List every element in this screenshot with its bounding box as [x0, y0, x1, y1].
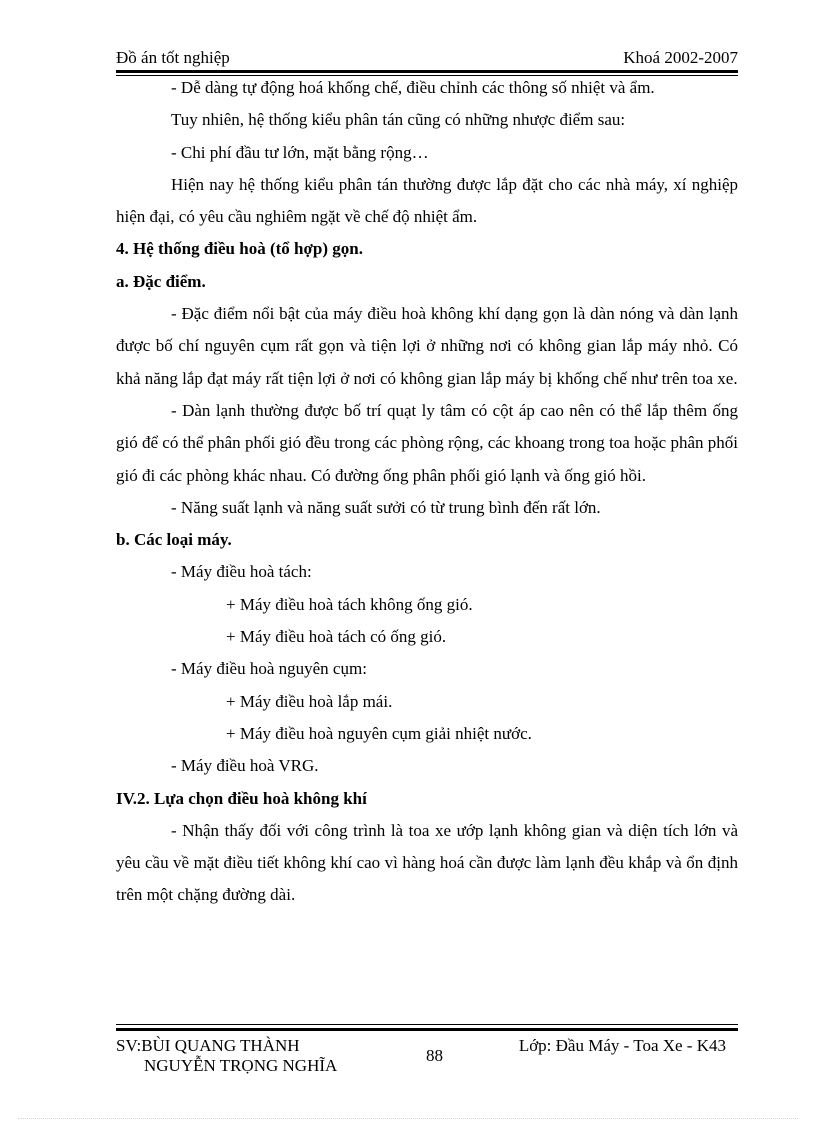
- paragraph: - Nhận thấy đối với công trình là toa xe ướp lạnh không gian và diện tích lớn và yêu cầu về mặt điều tiết không khí cao vì hàng hoá cần được làm lạnh đều khắp và ổn định trên một chặng đường dài.: [116, 820, 738, 905]
- document-body: [116, 72, 738, 912]
- subsection-heading: b. Các loại máy.: [116, 530, 232, 550]
- list-subitem: + Máy điều hoà tách không ống gió.: [226, 594, 473, 614]
- paragraph: - Năng suất lạnh và năng suất sưởi có từ trung bình đến rất lớn.: [171, 497, 601, 517]
- header-title: Đồ án tốt nghiệp: [116, 48, 230, 67]
- list-item: - Máy điều hoà nguyên cụm:: [171, 659, 367, 679]
- footer-class-info: Lớp: Đầu Máy - Toa Xe - K43: [518, 1036, 726, 1055]
- list-item: - Máy điều hoà VRG.: [171, 756, 319, 776]
- paragraph: Tuy nhiên, hệ thống kiểu phân tán cũng có những nhược điểm sau:: [171, 110, 626, 130]
- page-edge-divider: [18, 1118, 798, 1119]
- list-subitem: + Máy điều hoà nguyên cụm giải nhiệt nước.: [226, 723, 532, 743]
- footer-student-2: NGUYỄN TRỌNG NGHĨA: [144, 1056, 338, 1075]
- list-subitem: + Máy điều hoà lắp mái.: [226, 691, 393, 711]
- footer-rule-thick: [116, 1028, 738, 1031]
- list-subitem: + Máy điều hoà tách có ống gió.: [226, 627, 447, 647]
- section-heading: 4. Hệ thống điều hoà (tổ hợp) gọn.: [116, 239, 363, 259]
- page-header: [116, 48, 738, 68]
- paragraph: - Đặc điểm nổi bật của máy điều hoà không khí dạng gọn là dàn nóng và dàn lạnh được bố chí nguyên cụm rất gọn và tiện lợi ở những nơi có không gian lắp máy nhỏ. Có khả năng lắp đạt máy rất tiện lợi ở nơi có không gian lắp máy bị khống chế như trên toa xe.: [116, 304, 738, 388]
- header-term: Khoá 2002-2007: [623, 48, 738, 67]
- paragraph: - Dễ dàng tự động hoá khống chế, điều chỉnh các thông số nhiệt và ẩm.: [171, 78, 655, 97]
- footer-rule-thin: [116, 1024, 738, 1025]
- page-number: 88: [426, 1046, 443, 1065]
- paragraph: Hiện nay hệ thống kiểu phân tán thường được lắp đặt cho các nhà máy, xí nghiệp hiện đại, có yêu cầu nghiêm ngặt về chế độ nhiệt ẩm.: [116, 174, 738, 227]
- footer-student-1: SV:BÙI QUANG THÀNH: [116, 1036, 300, 1055]
- paragraph: - Dàn lạnh thường được bố trí quạt ly tâm có cột áp cao nên có thể lắp thêm ống gió để có thể phân phối gió đều trong các phòng rộng, các khoang trong toa hoặc phân phối gió đi các phòng khác nhau. Có đường ống phân phối gió lạnh và ống gió hồi.: [116, 400, 738, 485]
- list-item: - Máy điều hoà tách:: [171, 562, 312, 582]
- subsection-heading: a. Đặc điểm.: [116, 271, 206, 291]
- page-footer: [116, 1036, 738, 1086]
- section-heading: IV.2. Lựa chọn điều hoà không khí: [116, 788, 367, 808]
- paragraph: - Chi phí đầu tư lớn, mặt bằng rộng…: [171, 142, 429, 162]
